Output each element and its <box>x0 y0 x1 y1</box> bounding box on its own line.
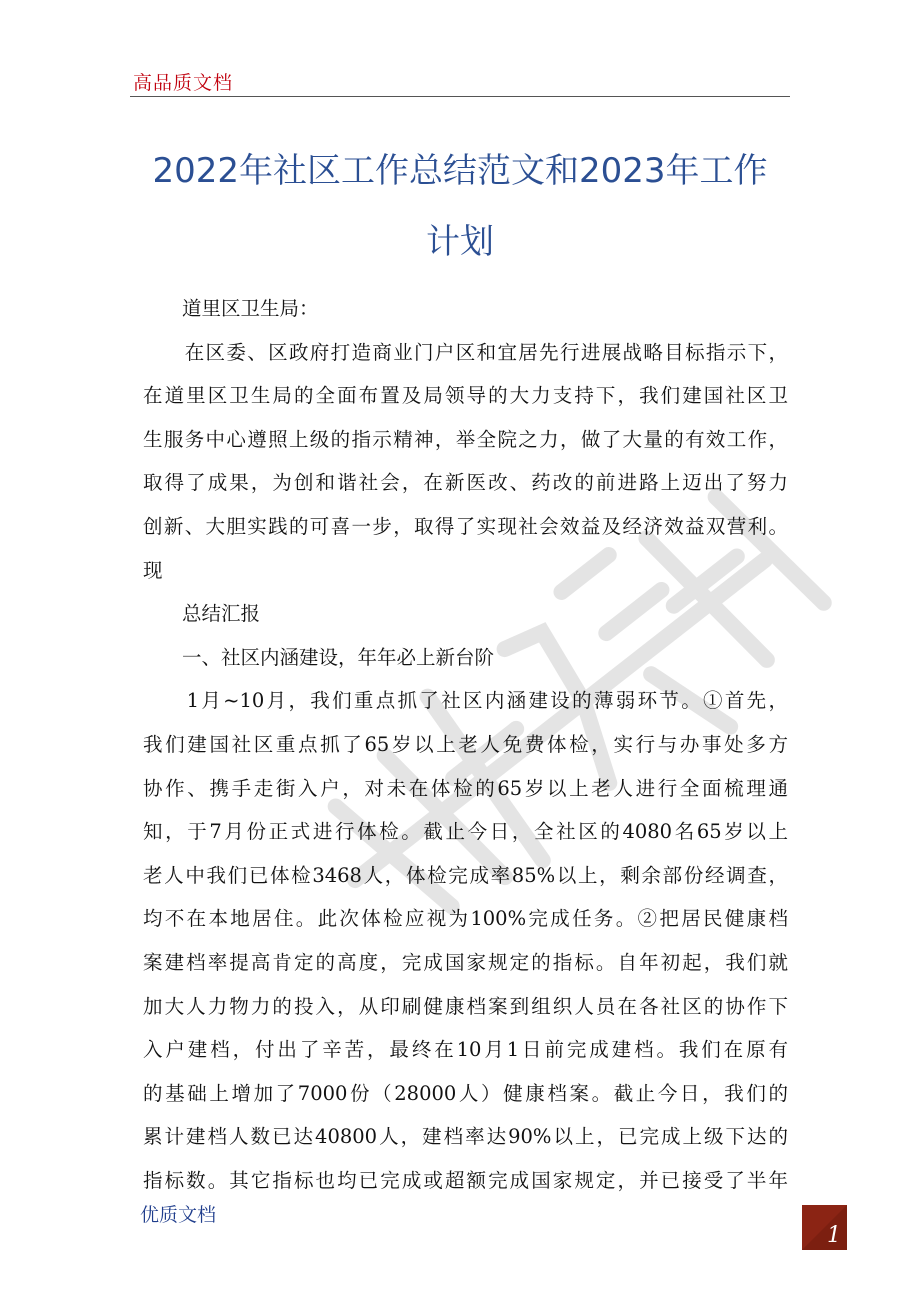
body-line: 加大人力物力的投入，从印刷健康档案到组织人员在各社区的协作下 <box>143 994 788 1018</box>
footer-label: 优质文档 <box>140 1204 217 1226</box>
body-line: 生服务中心遵照上级的指示精神，举全院之力，做了大量的有效工作， <box>143 427 788 451</box>
body-line: 累计建档人数已达40800人，建档率达90%以上，已完成上级下达的 <box>143 1125 788 1149</box>
body-line: 案建档率提高肯定的高度，完成国家规定的指标。自年初起，我们就 <box>143 950 788 974</box>
body-line: 总结汇报 <box>143 602 261 626</box>
header-divider <box>130 96 790 97</box>
body-line: 1月~10月，我们重点抓了社区内涵建设的薄弱环节。①首先， <box>143 689 788 713</box>
header-label: 高品质文档 <box>133 72 234 94</box>
body-line: 协作、携手走街入户，对未在体检的65岁以上老人进行全面梳理通 <box>143 776 788 800</box>
body-line: 创新、大胆实践的可喜一步，取得了实现社会效益及经济效益双营利。 <box>143 514 788 538</box>
body-line: 在区委、区政府打造商业门户区和宜居先行进展战略目标指示下， <box>143 340 788 364</box>
body-line: 的基础上增加了7000份（28000人）健康档案。截止今日，我们的 <box>143 1081 788 1105</box>
body-line: 指标数。其它指标也均已完成或超额完成国家规定，并已接受了半年 <box>143 1168 788 1192</box>
page-number: 1 <box>827 1223 841 1248</box>
body-line: 知，于7月份正式进行体检。截止今日，全社区的4080名65岁以上 <box>143 820 788 844</box>
document-title-line-2: 计划 <box>426 222 494 262</box>
body-text <box>143 287 788 1202</box>
body-line: 均不在本地居住。此次体检应视为100%完成任务。②把居民健康档 <box>143 907 788 931</box>
body-line: 道里区卫生局： <box>143 297 319 320</box>
body-line: 一、社区内涵建设，年年必上新台阶 <box>143 645 495 669</box>
body-line: 我们建国社区重点抓了65岁以上老人免费体检，实行与办事处多方 <box>143 732 788 756</box>
document-title-line-1: 2022年社区工作总结范文和2023年工作 <box>152 151 768 191</box>
body-line: 现 <box>143 558 163 582</box>
body-line: 取得了成果，为创和谐社会，在新医改、药改的前进路上迈出了努力 <box>143 471 788 495</box>
body-line: 入户建档，付出了辛苦，最终在10月1日前完成建档。我们在原有 <box>143 1038 788 1062</box>
body-line: 老人中我们已体检3468人，体检完成率85%以上，剩余部份经调查， <box>143 863 788 887</box>
body-line: 在道里区卫生局的全面布置及局领导的大力支持下，我们建国社区卫 <box>143 384 788 408</box>
page-number-badge <box>802 1205 847 1250</box>
